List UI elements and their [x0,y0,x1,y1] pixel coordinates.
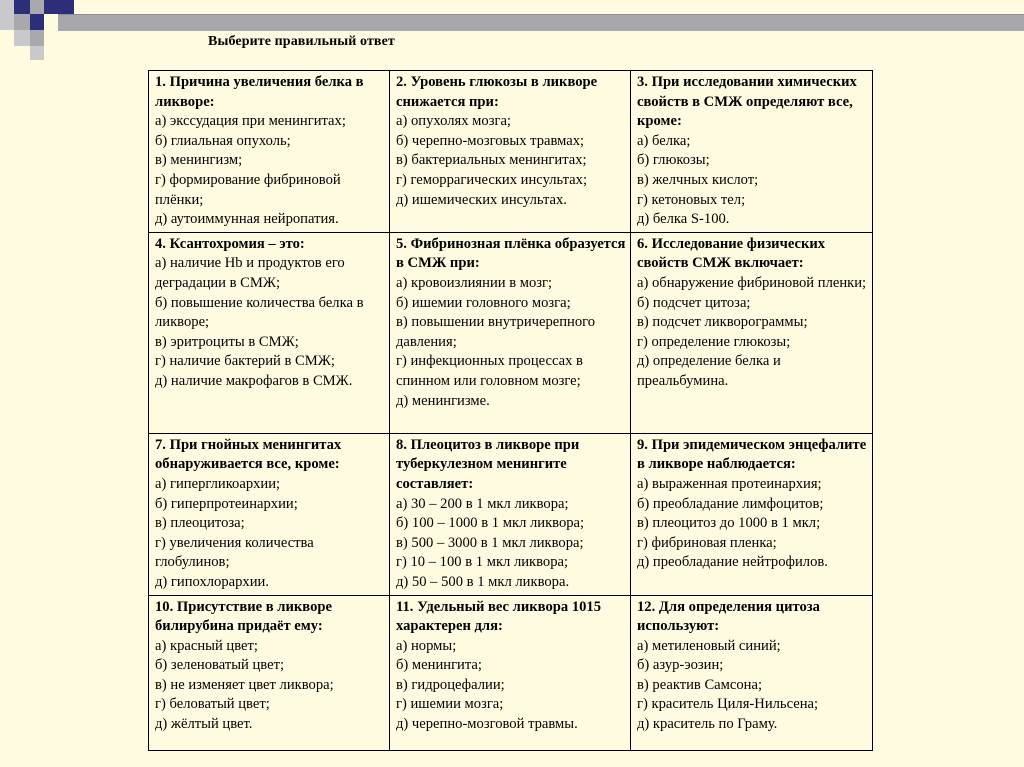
answer-option: б) глюкозы; [637,152,710,169]
answer-option: а) белка; [637,132,691,149]
answer-option: в) эритроциты в СМЖ; [155,333,299,350]
question-text: 2. Уровень глюкозы в ликворе снижается при: [396,74,598,110]
page-title: Выберите правильный ответ [208,34,395,49]
answer-option: г) фибриновая пленка; [637,534,777,551]
header-bar [58,14,1024,31]
question-cell [631,71,873,233]
answer-option: г) беловатый цвет; [155,696,270,713]
answer-option: д) белка S-100. [637,211,730,228]
question-cell [149,433,390,595]
answer-option: а) красный цвет; [155,637,258,654]
answer-option: а) выраженная протеинархия; [637,475,822,492]
question-text: 8. Плеоцитоз в ликворе при туберкулезном менингите составляет: [396,436,580,492]
answer-option: б) повышение количества белка в ликворе; [155,294,364,331]
answer-option: а) метиленовый синий; [637,637,781,654]
question-cell [631,433,873,595]
deco-square [30,14,44,30]
answer-option: д) определение белка и преальбумина. [637,353,781,389]
deco-square [0,0,14,14]
question-cell [149,595,390,750]
answer-option: д) аутоиммунная нейропатия. [155,211,339,228]
answer-option: а) гипергликоархии; [155,475,281,492]
question-text: 5. Фибринозная плёнка образуется в СМЖ при: [396,235,626,272]
answer-option: а) наличие Hb и продуктов его деградации в СМЖ; [155,255,345,291]
answer-option: г) инфекционных процессах в спинном или головном мозге; [396,353,583,389]
answer-option: в) бактериальных менингитах; [396,152,587,169]
answer-option: г) определение глюкозы; [637,333,791,350]
question-text: 10. Присутствие в ликворе билирубина придаёт ему: [155,598,332,635]
question-cell [390,71,631,233]
answer-option: д) 50 – 500 в 1 мкл ликвора. [396,573,570,590]
question-text: 7. При гнойных менингитах обнаруживается все, кроме: [155,436,342,473]
answer-option: г) формирование фибриновой плёнки; [155,171,341,208]
answer-option: б) преобладание лимфоцитов; [637,495,824,512]
answer-option: г) 10 – 100 в 1 мкл ликвора; [396,554,569,571]
answer-option: в) не изменяет цвет ликвора; [155,676,334,693]
answer-option: д) преобладание нейтрофилов. [637,554,828,571]
answer-option: б) азур-эозин; [637,657,724,674]
answer-option: б) глиальная опухоль; [155,132,291,149]
answer-option: в) гидроцефалии; [396,676,505,693]
answer-option: д) наличие макрофагов в СМЖ. [155,372,353,389]
deco-square [44,0,58,14]
answer-option: д) менингизме. [396,392,490,409]
deco-square [14,14,30,30]
question-cell [390,232,631,433]
answer-option: а) нормы; [396,637,457,654]
answer-option: а) обнаружение фибриновой пленки; [637,274,867,291]
answer-option: в) менингизм; [155,152,243,169]
question-cell [149,71,390,233]
answer-option: а) 30 – 200 в 1 мкл ликвора; [396,495,569,512]
answer-option: г) кетоновых тел; [637,191,746,208]
deco-square [30,30,44,46]
answer-option: д) гипохлорархии. [155,573,269,590]
answer-option: в) плеоцитоза; [155,515,245,532]
answer-option: б) подсчет цитоза; [637,294,751,311]
answer-option: а) опухолях мозга; [396,113,511,130]
deco-square [30,0,44,14]
answer-option: а) кровоизлиянии в мозг; [396,274,553,291]
question-text: 12. Для определения цитоза используют: [637,598,820,635]
answer-option: г) ишемии мозга; [396,696,504,713]
deco-square [14,30,30,46]
answer-option: в) реактив Самсона; [637,676,763,693]
answer-option: г) геморрагических инсультах; [396,171,587,188]
question-cell [631,232,873,433]
answer-option: д) черепно-мозговой травмы. [396,716,578,733]
question-cell [390,595,631,750]
answer-option: б) ишемии головного мозга; [396,294,571,311]
deco-square [30,46,44,60]
question-text: 6. Исследование физических свойств СМЖ включает: [637,235,826,272]
question-text: 1. Причина увеличения белка в ликворе: [155,74,364,110]
answer-option: г) краситель Циля-Нильсена; [637,696,819,713]
question-cell [390,433,631,595]
answer-option: д) ишемических инсультах. [396,191,567,208]
answer-option: д) жёлтый цвет. [155,716,253,733]
answer-option: б) 100 – 1000 в 1 мкл ликвора; [396,515,585,532]
answer-option: б) менингита; [396,657,482,674]
answer-option: г) наличие бактерий в СМЖ; [155,353,335,370]
question-text: 3. При исследовании химических свойств в СМЖ определяют все, кроме: [637,74,857,130]
question-text: 4. Ксантохромия – это: [155,235,305,252]
answer-option: в) плеоцитоз до 1000 в 1 мкл; [637,515,821,532]
answer-option: а) экссудация при менингитах; [155,113,346,130]
question-text: 9. При эпидемическом энцефалите в ликворе наблюдается: [637,436,867,473]
question-cell [149,232,390,433]
answer-option: д) краситель по Граму. [637,716,778,733]
quiz-table [148,70,873,751]
answer-option: в) 500 – 3000 в 1 мкл ликвора; [396,534,584,551]
answer-option: б) черепно-мозговых травмах; [396,132,585,149]
deco-square [14,0,30,14]
answer-option: б) гиперпротеинархии; [155,495,298,512]
answer-option: в) подсчет ликворограммы; [637,314,808,331]
answer-option: в) желчных кислот; [637,171,759,188]
deco-square [0,14,14,30]
deco-square [58,0,74,14]
answer-option: б) зеленоватый цвет; [155,657,285,674]
answer-option: в) повышении внутричерепного давления; [396,314,596,350]
question-cell [631,595,873,750]
question-text: 11. Удельный вес ликвора 1015 характерен для: [396,598,602,635]
answer-option: г) увеличения количества глобулинов; [155,534,314,571]
